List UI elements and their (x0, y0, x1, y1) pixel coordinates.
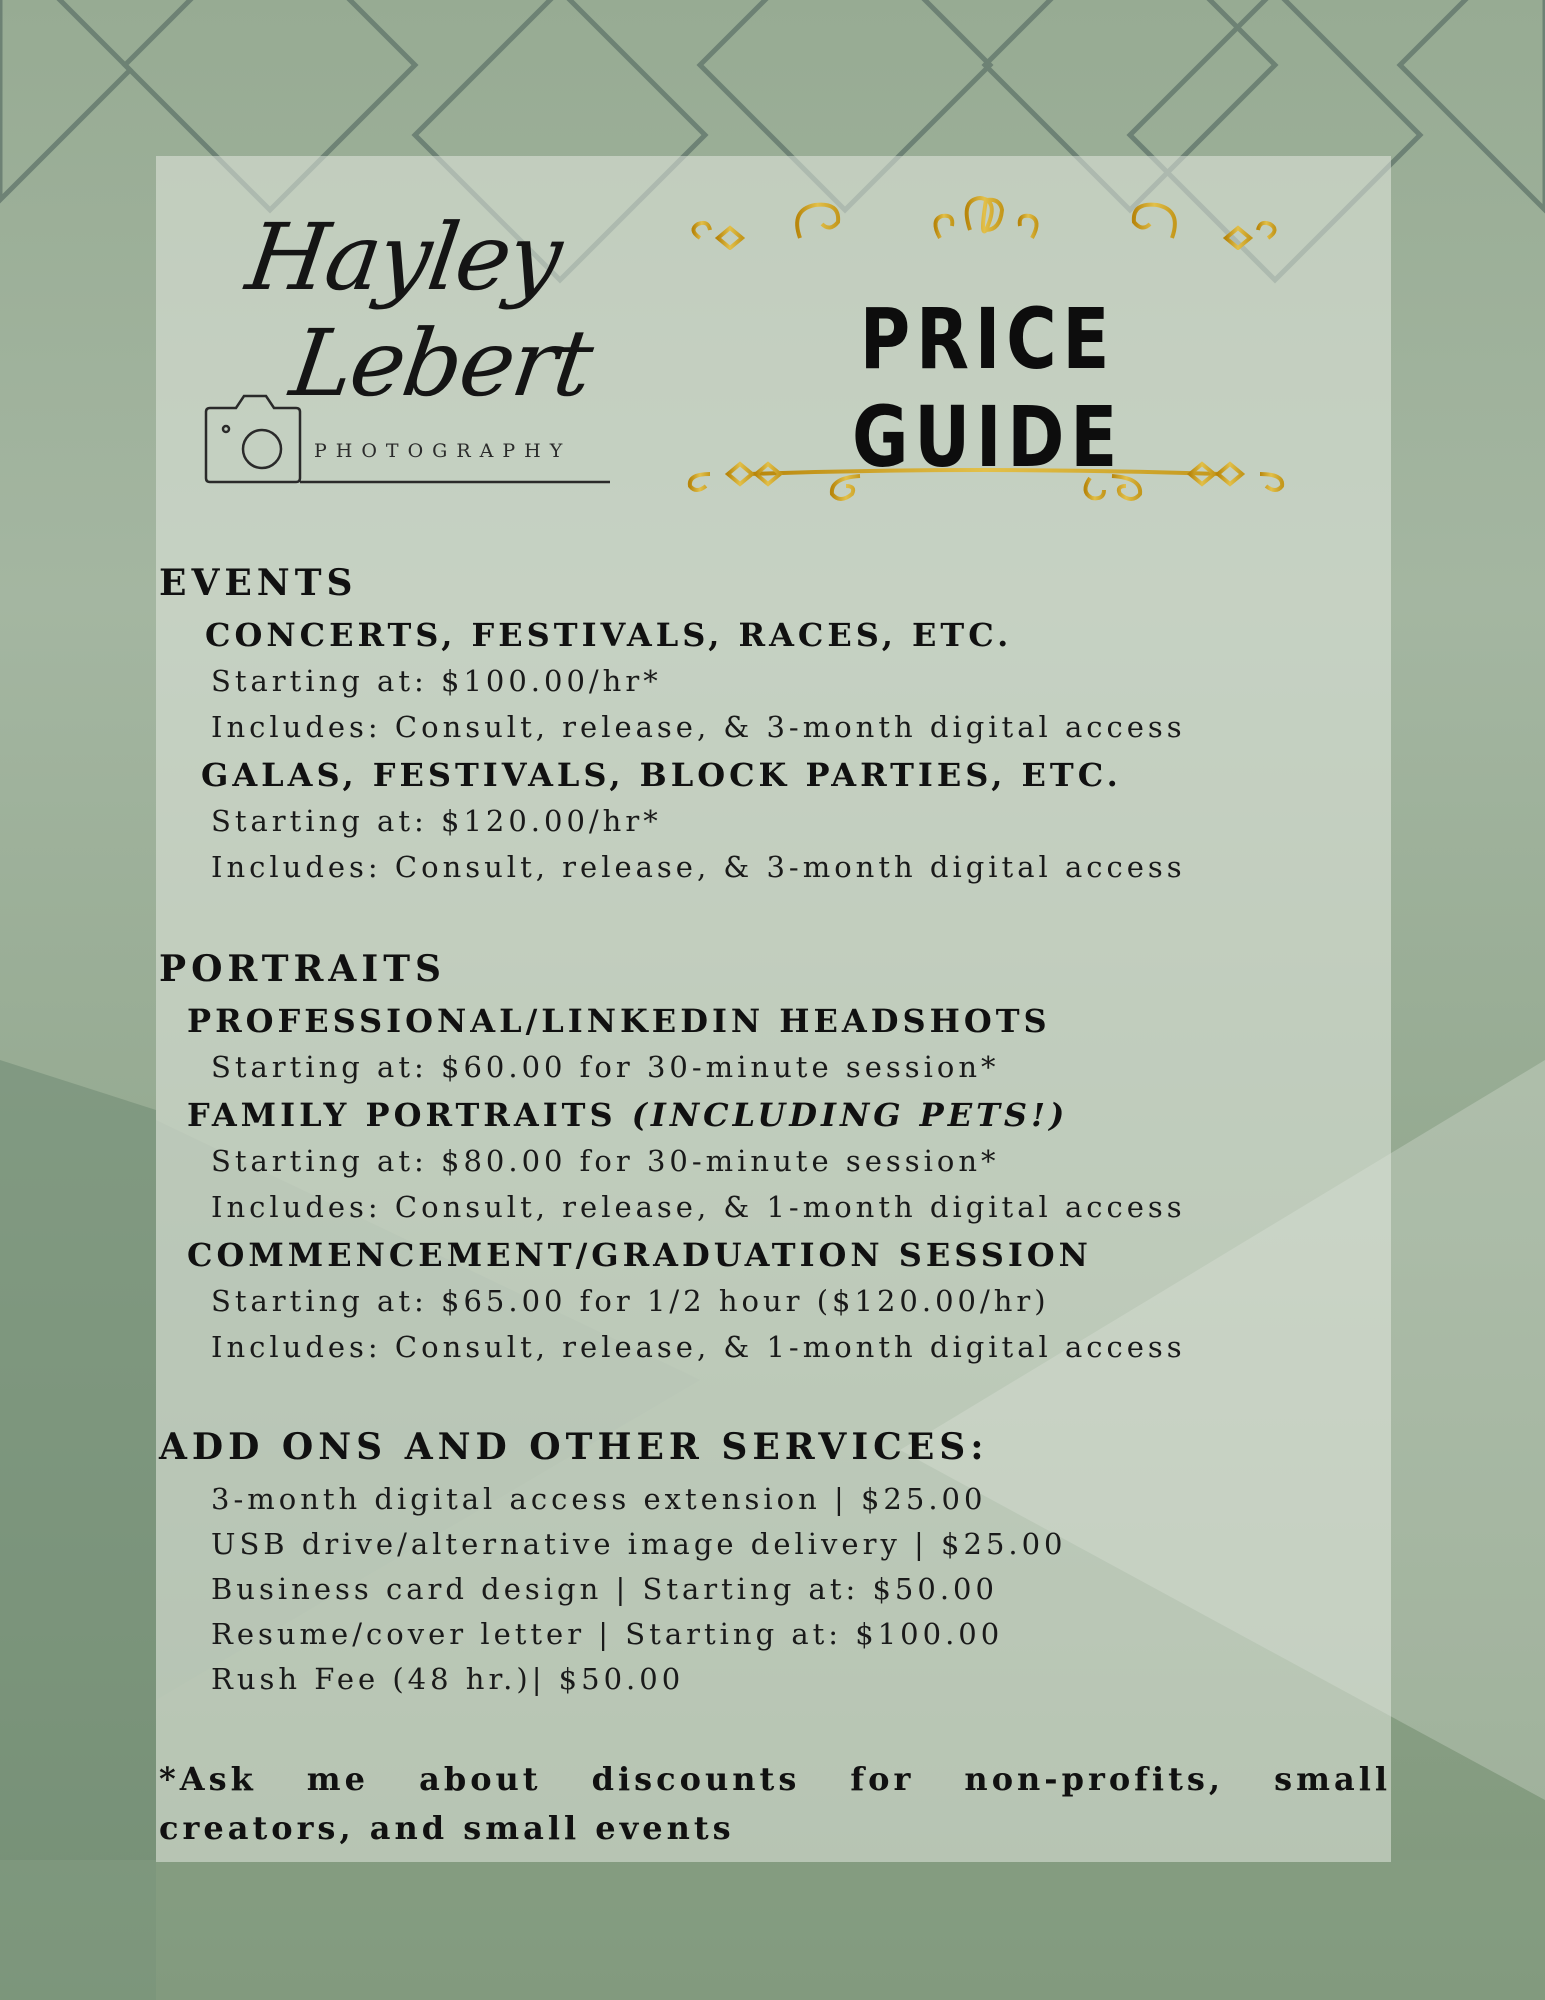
logo-last-name: Lebert (284, 310, 598, 417)
addon-item: Rush Fee (48 hr.)| $50.00 (211, 1662, 685, 1696)
service-name-family-note: (INCLUDING PETS!) (631, 1096, 1069, 1134)
logo-first-name: Hayley (240, 204, 567, 311)
ornament-bottom-icon (680, 448, 1292, 508)
service-price-commencement: Starting at: $65.00 for 1/2 hour ($120.00/hr) (211, 1284, 1050, 1318)
service-name-family (187, 1096, 1068, 1134)
service-price-family: Starting at: $80.00 for 30-minute session* (211, 1144, 1000, 1178)
service-price-galas: Starting at: $120.00/hr* (211, 804, 662, 838)
service-name-headshots: PROFESSIONAL/LINKEDIN HEADSHOTS (187, 1002, 1051, 1040)
service-includes-concerts: Includes: Consult, release, & 3-month digital access (211, 710, 1186, 744)
service-price-headshots: Starting at: $60.00 for 30-minute session* (211, 1050, 1000, 1084)
section-heading-addons: ADD ONS AND OTHER SERVICES: (159, 1426, 989, 1468)
brand-logo (200, 200, 620, 490)
ornament-top-icon (680, 190, 1292, 250)
addon-item: USB drive/alternative image delivery | $25.00 (211, 1527, 1067, 1561)
section-heading-events: EVENTS (159, 562, 358, 604)
logo-tagline: PHOTOGRAPHY (314, 440, 572, 462)
service-includes-galas: Includes: Consult, release, & 3-month digital access (211, 850, 1186, 884)
service-price-concerts: Starting at: $100.00/hr* (211, 664, 662, 698)
service-name-galas: GALAS, FESTIVALS, BLOCK PARTIES, ETC. (201, 756, 1122, 794)
addon-item: Business card design | Starting at: $50.00 (211, 1572, 998, 1606)
service-includes-family: Includes: Consult, release, & 1-month digital access (211, 1190, 1186, 1224)
service-includes-commencement: Includes: Consult, release, & 1-month digital access (211, 1330, 1186, 1364)
page-title: PRICE GUIDE (851, 290, 1124, 486)
service-name-family-main: FAMILY PORTRAITS (187, 1096, 617, 1134)
addon-item: 3-month digital access extension | $25.00 (211, 1482, 987, 1516)
service-name-concerts: CONCERTS, FESTIVALS, RACES, ETC. (205, 616, 1013, 654)
section-heading-portraits: PORTRAITS (159, 948, 446, 990)
addon-item: Resume/cover letter | Starting at: $100.00 (211, 1617, 1004, 1651)
discount-footnote: *Ask me about discounts for non-profits, small creators, and small events (159, 1760, 1391, 1847)
service-name-commencement: COMMENCEMENT/GRADUATION SESSION (187, 1236, 1092, 1274)
